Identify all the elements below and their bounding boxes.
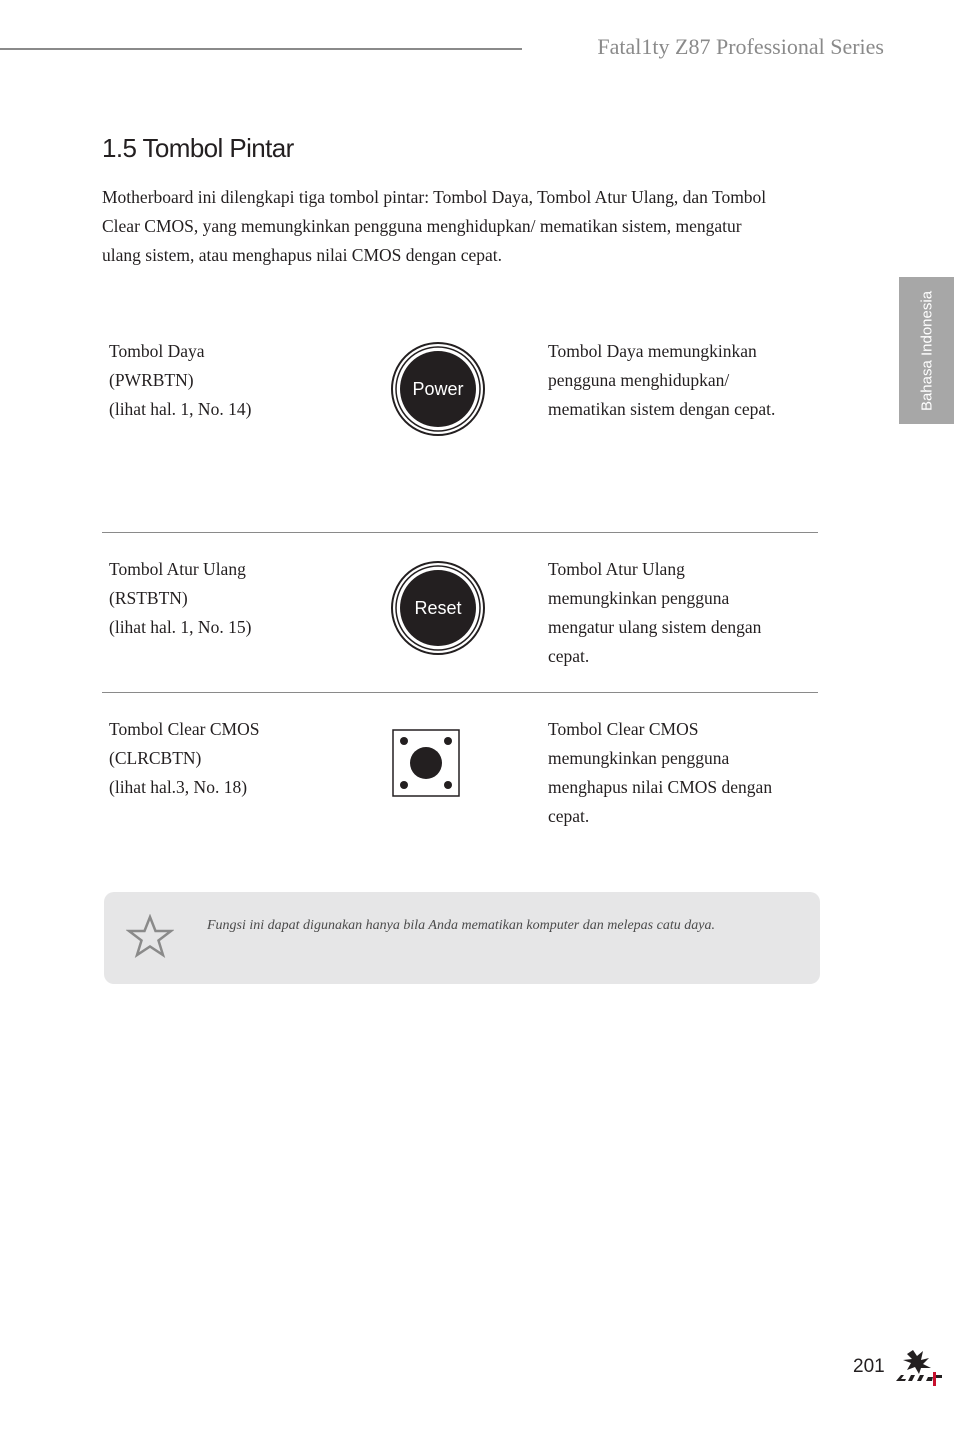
header-rule [0, 48, 522, 50]
header-series-title: Fatal1ty Z87 Professional Series [597, 34, 884, 59]
power-button-icon [390, 341, 486, 437]
button-code: (PWRBTN) [109, 370, 194, 390]
button-name: Tombol Daya [109, 341, 205, 361]
button-description-reset: Tombol Atur Ulang memungkinkan pengguna mengatur ulang sistem dengan cepat. [548, 559, 762, 666]
button-code: (RSTBTN) [109, 588, 188, 608]
language-side-tab [899, 277, 954, 424]
button-name: Tombol Atur Ulang [109, 559, 246, 579]
star-icon [126, 914, 174, 963]
button-name: Tombol Clear CMOS [109, 719, 260, 739]
button-label-clear-cmos [109, 715, 369, 802]
note-text: Fungsi ini dapat digunakan hanya bila Anda mematikan komputer dan melepas catu daya. [207, 918, 715, 933]
row-divider [102, 532, 818, 533]
language-side-tab-label: Bahasa Indonesia [918, 290, 935, 411]
page-number: 201 [853, 1356, 885, 1377]
button-ref: (lihat hal. 1, No. 14) [109, 399, 252, 419]
section-intro: Motherboard ini dilengkapi tiga tombol pintar: Tombol Daya, Tombol Atur Ulang, dan Tombol Clear CMOS, yang memungkinkan pengguna menghidupkan/ mematikan sistem, mengatur ulang sistem, atau menghapus nilai CMOS dengan cepat. [102, 187, 767, 265]
button-code: (CLRCBTN) [109, 748, 202, 768]
button-row-clear-cmos [102, 715, 818, 835]
button-description-power: Tombol Daya memungkinkan pengguna menghidupkan/ mematikan sistem dengan cepat. [548, 341, 776, 419]
button-ref: (lihat hal.3, No. 18) [109, 777, 248, 797]
button-label-reset [109, 555, 369, 642]
button-label-power [109, 337, 369, 424]
button-description-clear-cmos: Tombol Clear CMOS memungkinkan pengguna menghapus nilai CMOS dengan cepat. [548, 719, 773, 826]
note-box [104, 892, 820, 984]
button-ref: (lihat hal. 1, No. 15) [109, 617, 252, 637]
reset-button-icon [390, 560, 486, 656]
fatal1ty-logo-icon [893, 1348, 945, 1393]
row-divider [102, 692, 818, 693]
reset-button-text: Reset [414, 597, 462, 618]
power-button-text: Power [412, 378, 464, 399]
section-title: 1.5 Tombol Pintar [102, 133, 294, 163]
clear-cmos-switch-icon [392, 729, 460, 797]
